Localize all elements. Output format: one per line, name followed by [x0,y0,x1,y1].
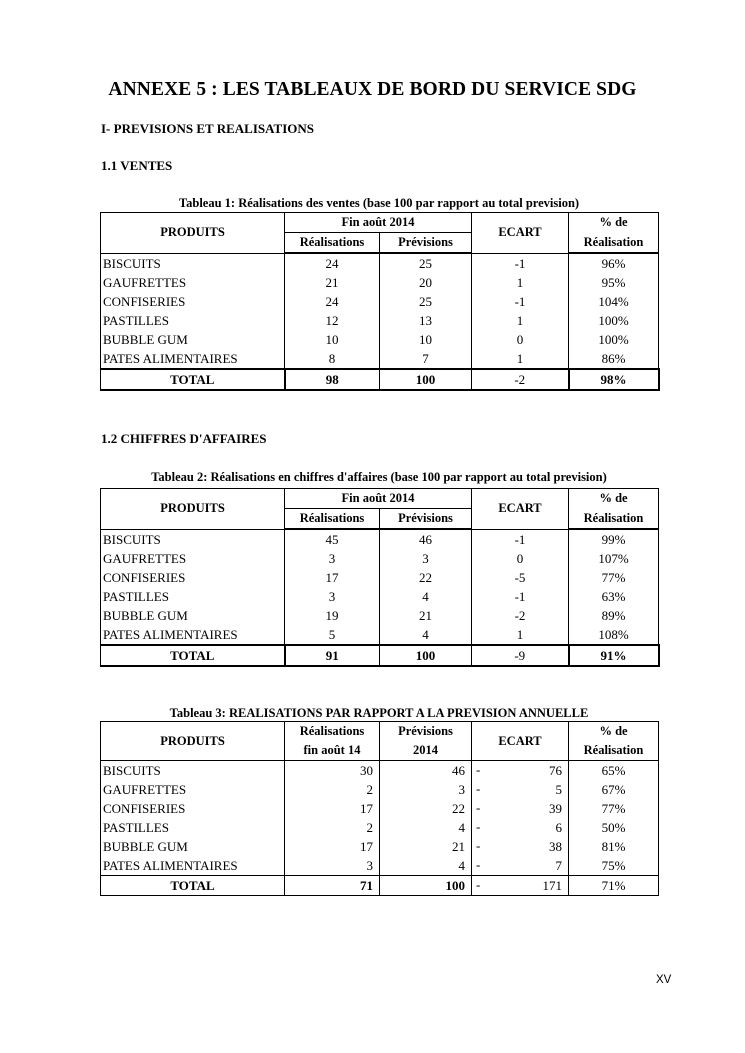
table-row [101,780,659,799]
table3-cell-produit: BISCUITS [101,761,285,781]
table3-header-previsions-line2: 2014 [380,741,472,761]
table3-cell-ecart [472,837,569,856]
table3-ecart-sign: - [476,838,481,853]
section-heading-ventes: 1.1 VENTES [101,158,173,173]
table2-header-produits: PRODUITS [101,489,285,530]
table3-cell-realisations: 3 [285,856,380,876]
table2-cell-produit: BISCUITS [101,529,285,549]
table3-ecart-value: 76 [549,763,562,778]
table1-cell-realisations: 24 [285,253,380,273]
table1-cell-realisations: 8 [285,349,380,369]
table2-cell-ecart: -1 [472,587,569,606]
table2-total-ecart: -9 [472,645,569,666]
table1-header-previsions: Prévisions [380,233,472,254]
table3-cell-realisations: 2 [285,780,380,799]
table1-cell-ecart: 1 [472,273,569,292]
table1-total-previsions: 100 [380,369,472,390]
table3-cell-produit: CONFISERIES [101,799,285,818]
table3-ecart-value: 38 [549,839,562,854]
table3-cell-pct: 67% [569,780,659,799]
table1-cell-pct: 104% [569,292,659,311]
table1-total-realisations: 98 [285,369,380,390]
table2-cell-realisations: 3 [285,549,380,568]
table3-ecart-value: 5 [555,782,562,797]
table2-cell-produit: GAUFRETTES [101,549,285,568]
table3-ecart-value: 6 [555,820,562,835]
table3-cell-previsions: 4 [380,856,472,876]
table2-total-previsions: 100 [380,645,472,666]
table3-cell-realisations: 30 [285,761,380,781]
table2-cell-pct: 77% [569,568,659,587]
table1-cell-produit: GAUFRETTES [101,273,285,292]
table1-cell-realisations: 24 [285,292,380,311]
table1-total-row [101,369,659,390]
table1-cell-produit: CONFISERIES [101,292,285,311]
table3-cell-pct: 77% [569,799,659,818]
table-row [101,253,659,273]
table3-caption: Tableau 3: REALISATIONS PAR RAPPORT A LA PREVISION ANNUELLE [169,706,589,720]
table2-cell-ecart: 1 [472,625,569,645]
table-row [101,837,659,856]
table2-header-realisations: Réalisations [285,509,380,530]
table3-cell-produit: BUBBLE GUM [101,837,285,856]
table3-ecart-value: 39 [549,801,562,816]
table2-cell-realisations: 5 [285,625,380,645]
table3-header-pct-line1: % de [569,722,659,742]
table2-total-label: TOTAL [101,645,285,666]
table-row [101,273,659,292]
table1-header-ecart: ECART [472,213,569,254]
table3-cell-previsions: 3 [380,780,472,799]
table1-total-ecart: -2 [472,369,569,390]
table3-total-pct: 71% [569,876,659,896]
table1-cell-ecart: 1 [472,349,569,369]
table2-cell-ecart: -2 [472,606,569,625]
table1-cell-pct: 95% [569,273,659,292]
table2-header-pct-line1: % de [569,489,659,509]
table-row [101,606,659,625]
table2-cell-pct: 99% [569,529,659,549]
table3-total-realisations: 71 [285,876,380,896]
table3-cell-pct: 50% [569,818,659,837]
table3-header-ecart: ECART [472,722,569,761]
table2-cell-produit: PASTILLES [101,587,285,606]
table3-total-ecart-sign: - [476,877,481,892]
table2-cell-produit: PATES ALIMENTAIRES [101,625,285,645]
table3-cell-ecart [472,818,569,837]
table3-cell-pct: 65% [569,761,659,781]
table-row [101,349,659,369]
table1-cell-pct: 96% [569,253,659,273]
table3-total-previsions: 100 [380,876,472,896]
table3-cell-produit: GAUFRETTES [101,780,285,799]
table3-cell-previsions: 46 [380,761,472,781]
table1-cell-previsions: 20 [380,273,472,292]
table2-header-period: Fin août 2014 [285,489,472,509]
table1-ventes [100,212,660,391]
table-row [101,799,659,818]
table1-cell-pct: 86% [569,349,659,369]
table3-header-previsions-line1: Prévisions [380,722,472,742]
table1-cell-previsions: 25 [380,253,472,273]
section-heading-previsions: I- PREVISIONS ET REALISATIONS [101,121,315,136]
table-row [101,311,659,330]
table3-cell-pct: 81% [569,837,659,856]
table1-cell-produit: BUBBLE GUM [101,330,285,349]
table1-total-pct: 98% [569,369,659,390]
table1-cell-pct: 100% [569,311,659,330]
table2-cell-previsions: 46 [380,529,472,549]
table-row [101,568,659,587]
table3-cell-realisations: 2 [285,818,380,837]
table1-cell-ecart: 1 [472,311,569,330]
table3-cell-pct: 75% [569,856,659,876]
table-row [101,818,659,837]
table-row [101,549,659,568]
table2-header-previsions: Prévisions [380,509,472,530]
table3-total-label: TOTAL [101,876,285,896]
table2-cell-previsions: 3 [380,549,472,568]
page-title: ANNEXE 5 : LES TABLEAUX DE BORD DU SERVICE SDG [108,79,637,100]
table-row [101,856,659,876]
page-number: XV [656,974,672,986]
section-heading-chiffres-affaires: 1.2 CHIFFRES D'AFFAIRES [101,431,267,446]
table1-cell-previsions: 25 [380,292,472,311]
table1-cell-ecart: -1 [472,292,569,311]
table3-total-ecart [472,876,569,896]
table1-cell-produit: PASTILLES [101,311,285,330]
table1-header-period: Fin août 2014 [285,213,472,233]
table1-caption: Tableau 1: Réalisations des ventes (base 100 par rapport au total prevision) [178,196,580,210]
table2-cell-previsions: 4 [380,625,472,645]
table1-cell-realisations: 10 [285,330,380,349]
table3-ecart-sign: - [476,819,481,834]
table1-cell-previsions: 10 [380,330,472,349]
table2-total-realisations: 91 [285,645,380,666]
table1-cell-realisations: 12 [285,311,380,330]
table1-total-label: TOTAL [101,369,285,390]
table3-header-realisations-line2: fin août 14 [285,741,380,761]
table3-cell-ecart [472,761,569,781]
table2-cell-realisations: 17 [285,568,380,587]
table3-prevision-annuelle [100,721,659,896]
table-row [101,587,659,606]
table2-cell-realisations: 45 [285,529,380,549]
table3-total-row [101,876,659,896]
table2-cell-pct: 89% [569,606,659,625]
table3-ecart-sign: - [476,781,481,796]
table2-cell-ecart: -5 [472,568,569,587]
table3-ecart-sign: - [476,800,481,815]
table2-total-row [101,645,659,666]
table1-cell-previsions: 13 [380,311,472,330]
table-row [101,292,659,311]
table2-cell-previsions: 21 [380,606,472,625]
table3-header-realisations-line1: Réalisations [285,722,380,742]
table1-cell-ecart: -1 [472,253,569,273]
table2-cell-produit: CONFISERIES [101,568,285,587]
table3-total-ecart-value: 171 [542,878,562,893]
table3-header-produits: PRODUITS [101,722,285,761]
table2-total-pct: 91% [569,645,659,666]
table-row [101,761,659,781]
table3-cell-realisations: 17 [285,799,380,818]
table1-cell-realisations: 21 [285,273,380,292]
table3-cell-realisations: 17 [285,837,380,856]
table1-header-produits: PRODUITS [101,213,285,254]
table1-cell-previsions: 7 [380,349,472,369]
table1-cell-produit: BISCUITS [101,253,285,273]
table2-cell-previsions: 4 [380,587,472,606]
table2-cell-realisations: 3 [285,587,380,606]
table3-cell-previsions: 4 [380,818,472,837]
table2-cell-produit: BUBBLE GUM [101,606,285,625]
table2-cell-pct: 108% [569,625,659,645]
table3-cell-previsions: 21 [380,837,472,856]
table2-chiffres-affaires [100,488,660,667]
table3-header-pct-line2: Réalisation [569,741,659,761]
table2-cell-pct: 63% [569,587,659,606]
table2-header-ecart: ECART [472,489,569,530]
table3-cell-previsions: 22 [380,799,472,818]
table1-cell-produit: PATES ALIMENTAIRES [101,349,285,369]
table3-cell-ecart [472,799,569,818]
table1-header-pct-line2: Réalisation [569,233,659,254]
table2-caption: Tableau 2: Réalisations en chiffres d'affaires (base 100 par rapport au total prevision) [151,470,607,484]
table2-cell-pct: 107% [569,549,659,568]
table-row [101,625,659,645]
table1-cell-ecart: 0 [472,330,569,349]
table3-cell-ecart [472,856,569,876]
table2-cell-previsions: 22 [380,568,472,587]
table2-cell-ecart: -1 [472,529,569,549]
table3-cell-produit: PATES ALIMENTAIRES [101,856,285,876]
table2-header-pct-line2: Réalisation [569,509,659,530]
table3-ecart-sign: - [476,857,481,872]
table1-header-pct-line1: % de [569,213,659,233]
table3-cell-produit: PASTILLES [101,818,285,837]
table3-ecart-sign: - [476,762,481,777]
table3-ecart-value: 7 [555,858,562,873]
table-row [101,529,659,549]
table2-cell-ecart: 0 [472,549,569,568]
table1-header-realisations: Réalisations [285,233,380,254]
table1-cell-pct: 100% [569,330,659,349]
table-row [101,330,659,349]
table3-cell-ecart [472,780,569,799]
table2-cell-realisations: 19 [285,606,380,625]
